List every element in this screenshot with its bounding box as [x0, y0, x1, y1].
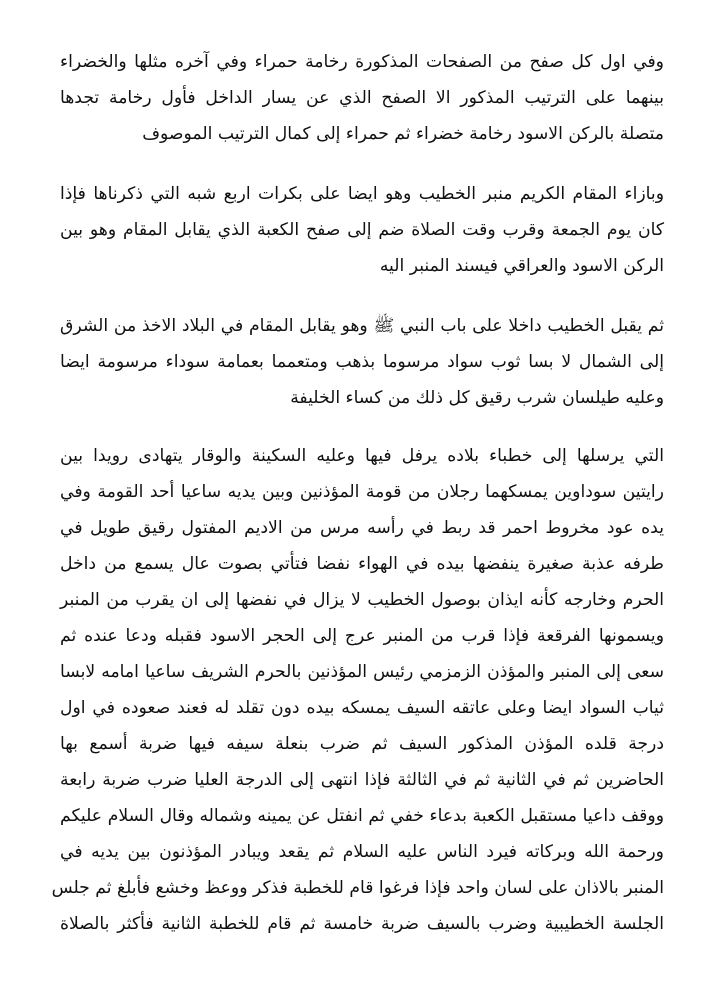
text-line: درجة قلده المؤذن المذكور السيف ثم ضرب بنعلة سيفه فيها ضربة أسمع بها	[60, 734, 664, 754]
text-line: التي يرسلها إلى خطباء بلاده يرفل فيها وعليه السكينة والوقار يتهادى رويدا بين	[60, 446, 664, 466]
text-line: وبازاء المقام الكريم منبر الخطيب وهو ايضا على بكرات اربع شبه التي ذكرناها فإذا	[60, 184, 664, 204]
text-line: طرفه عذبة صغيرة ينفضها بيده في الهواء نفضا فتأتي بصوت عال يسمع من داخل	[60, 554, 664, 574]
paragraph-3	[60, 308, 664, 416]
text-line: ثياب السواد ايضا وعلى عاتقه السيف يمسكه بيده دون تقلد له فعند صعوده في اول	[60, 698, 664, 718]
text-line: الركن الاسود والعراقي فيسند المنبر اليه	[379, 256, 664, 276]
text-line: الحاضرين ثم في الثانية ثم في الثالثة فإذا انتهى إلى الدرجة العليا ضرب ضربة رابعة	[60, 770, 664, 790]
text-line: وعليه طيلسان شرب رقيق كل ذلك من كساء الخليفة	[290, 388, 664, 408]
text-line: متصلة بالركن الاسود رخامة خضراء ثم حمراء إلى كمال الترتيب الموصوف	[142, 124, 664, 144]
text-line: يده عود مخروط احمر قد ربط في رأسه مرس من الاديم المفتول رقيق طويل في	[60, 518, 664, 538]
text-line: ثم يقبل الخطيب داخلا على باب النبي ﷺ وهو يقابل المقام في البلاد الاخذ من الشرق	[60, 316, 664, 336]
paragraph-4	[51, 438, 664, 942]
text-line: الجلسة الخطيبية وضرب بالسيف ضربة خامسة ثم قام للخطبة الثانية فأكثر بالصلاة	[60, 914, 664, 934]
text-line: وفي اول كل صفح من الصفحات المذكورة رخامة حمراء وفي آخره مثلها والخضراء	[60, 52, 664, 72]
paragraph-2	[60, 176, 664, 284]
paragraph-1	[60, 44, 664, 152]
text-line: ويسمونها الفرقعة فإذا قرب من المنبر عرج إلى الحجر الاسود فقبله ودعا عنده ثم	[60, 626, 664, 646]
text-line: بينهما على الترتيب المذكور الا الصفح الذي عن يسار الداخل فأول رخامة تجدها	[60, 88, 664, 108]
text-line: رايتين سوداوين يمسكهما رجلان من قومة المؤذنين وبين يديه ساعيا أحد القومة وفي	[60, 482, 664, 502]
text-line: كان يوم الجمعة وقرب وقت الصلاة ضم إلى صفح الكعبة الذي يقابل المقام وهو بين	[60, 220, 664, 240]
text-line: إلى الشمال لا بسا ثوب سواد مرسوما بذهب ومتعمما بعمامة سوداء مرسومة ايضا	[60, 352, 664, 372]
text-line: المنبر بالاذان على لسان واحد فإذا فرغوا قام للخطبة فذكر ووعظ وخشع فأبلغ ثم جلس	[51, 878, 664, 898]
text-line: الحرم وخارجه كأنه ايذان بوصول الخطيب لا يزال في نفضها إلى ان يقرب من المنبر	[60, 590, 664, 610]
text-line: ورحمة الله وبركاته فيرد الناس عليه السلام ثم يقعد ويبادر المؤذنون بين يديه في	[60, 842, 664, 862]
text-line: سعى إلى المنبر والمؤذن الزمزمي رئيس المؤذنين بالحرم الشريف ساعيا امامه لابسا	[60, 662, 664, 682]
text-line: ووقف داعيا مستقبل الكعبة بدعاء خفي ثم انفتل عن يمينه وشماله وقال السلام عليكم	[60, 806, 664, 826]
